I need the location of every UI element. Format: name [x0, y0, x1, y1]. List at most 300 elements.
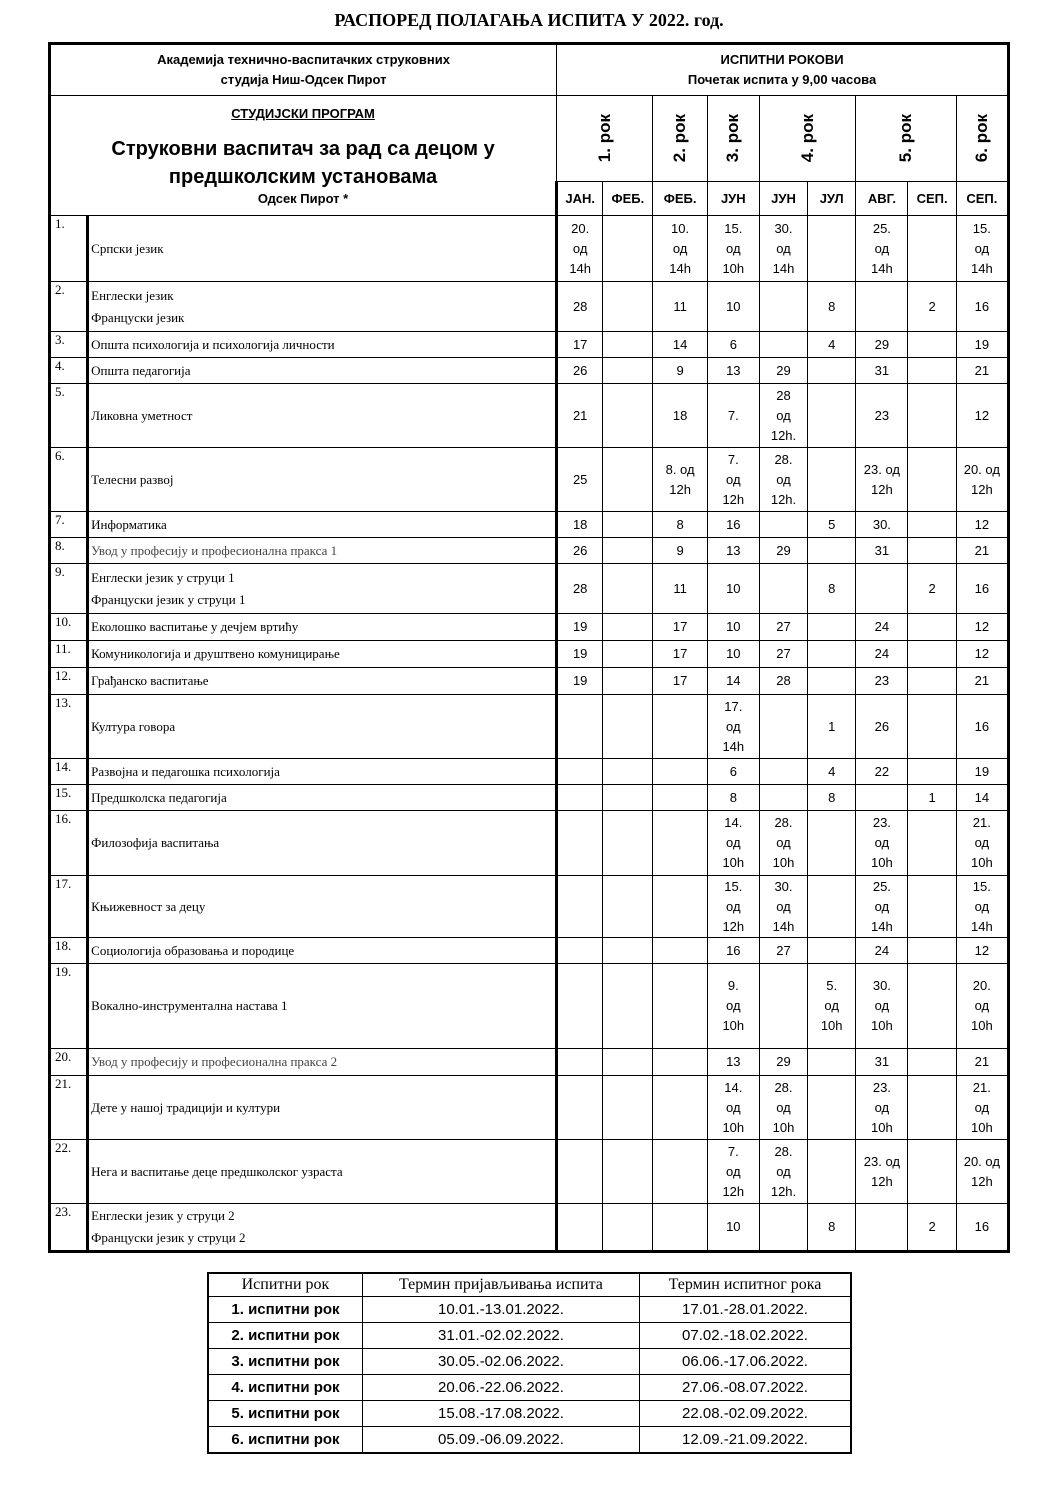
exam-date-cell: 29	[759, 358, 807, 384]
exam-date-cell: 31	[856, 358, 908, 384]
terms-period: 17.01.-28.01.2022.	[640, 1297, 852, 1323]
exam-date-cell	[808, 1076, 856, 1140]
exam-date-cell: 10	[707, 1204, 759, 1252]
subject-name: Општа психологија и психологија личности	[88, 332, 557, 358]
exam-date-cell: 16	[956, 282, 1008, 332]
exam-date-cell	[653, 876, 707, 938]
subject-number: 2.	[50, 282, 88, 332]
exam-date-cell	[908, 448, 956, 512]
subject-row	[50, 332, 1009, 358]
exam-date-cell: 17	[557, 332, 603, 358]
exam-date-cell: 25. од 14h	[856, 876, 908, 938]
exam-date-cell: 24	[856, 938, 908, 964]
exam-date-cell	[557, 785, 603, 811]
exam-date-cell: 8. од 12h	[653, 448, 707, 512]
subject-row	[50, 358, 1009, 384]
exam-date-cell: 9	[653, 358, 707, 384]
exam-date-cell	[653, 1204, 707, 1252]
exam-date-cell	[908, 695, 956, 759]
exam-date-cell	[603, 332, 653, 358]
exam-date-cell: 19	[557, 668, 603, 695]
exam-date-cell: 2	[908, 282, 956, 332]
exam-date-cell: 14	[956, 785, 1008, 811]
exam-date-cell	[808, 876, 856, 938]
program-name-line-2: предшколским установама	[168, 165, 438, 188]
subject-row	[50, 1204, 1009, 1252]
subject-name: Нега и васпитање деце предшколског узраста	[88, 1140, 557, 1204]
exam-date-cell: 11	[653, 282, 707, 332]
exam-date-cell	[808, 358, 856, 384]
exam-date-cell: 9	[653, 538, 707, 564]
exam-date-cell	[603, 811, 653, 876]
exam-date-cell	[808, 938, 856, 964]
exam-date-cell	[603, 384, 653, 448]
exam-date-cell	[557, 876, 603, 938]
subject-name: Комуникологија и друштвено комуницирање	[88, 641, 557, 668]
exam-date-cell: 28	[557, 564, 603, 614]
exam-date-cell	[653, 785, 707, 811]
exam-date-cell	[603, 695, 653, 759]
subject-name: Информатика	[88, 512, 557, 538]
exam-date-cell: 27	[759, 938, 807, 964]
subject-row	[50, 811, 1009, 876]
subject-number: 1.	[50, 216, 88, 282]
exam-date-cell	[557, 1076, 603, 1140]
exam-date-cell: 9. од 10h	[707, 964, 759, 1049]
exam-date-cell: 25. од 14h	[856, 216, 908, 282]
month-header: СЕП.	[956, 182, 1008, 216]
subject-row	[50, 668, 1009, 695]
exam-date-cell: 21	[956, 358, 1008, 384]
exam-date-cell: 16	[956, 564, 1008, 614]
exam-date-cell	[603, 641, 653, 668]
exam-date-cell	[603, 448, 653, 512]
exam-date-cell	[759, 964, 807, 1049]
exam-date-cell	[759, 564, 807, 614]
terms-registration: 31.01.-02.02.2022.	[362, 1323, 639, 1349]
exam-date-cell: 1	[908, 785, 956, 811]
terms-round: 5. испитни рок	[208, 1401, 362, 1427]
round-5-header: 5. рок	[856, 96, 956, 182]
exam-date-cell	[908, 641, 956, 668]
exam-date-cell	[557, 938, 603, 964]
subject-number: 17.	[50, 876, 88, 938]
subject-name: Ликовна уметност	[88, 384, 557, 448]
exam-date-cell: 29	[759, 1049, 807, 1076]
exam-date-cell: 20. од 10h	[956, 964, 1008, 1049]
exam-date-cell: 26	[557, 358, 603, 384]
exam-date-cell: 30.	[856, 512, 908, 538]
exam-date-cell	[603, 876, 653, 938]
exam-date-cell: 20. од 14h	[557, 216, 603, 282]
exam-date-cell	[856, 785, 908, 811]
subject-name: Развојна и педагошка психологија	[88, 759, 557, 785]
exam-date-cell: 26	[557, 538, 603, 564]
subject-number: 8.	[50, 538, 88, 564]
exam-date-cell	[653, 1076, 707, 1140]
terms-period: 22.08.-02.09.2022.	[640, 1401, 852, 1427]
subject-name: Енглески језик у струци 2 Француски језик у струци 2	[88, 1204, 557, 1252]
exam-date-cell	[856, 282, 908, 332]
institution-cell	[50, 44, 557, 96]
terms-registration: 20.06.-22.06.2022.	[362, 1375, 639, 1401]
subject-row	[50, 614, 1009, 641]
exam-date-cell	[908, 876, 956, 938]
month-header: СЕП.	[908, 182, 956, 216]
terms-round: 3. испитни рок	[208, 1349, 362, 1375]
exam-date-cell	[908, 332, 956, 358]
exam-date-cell: 23	[856, 384, 908, 448]
exam-date-cell: 27	[759, 614, 807, 641]
exam-date-cell: 4	[808, 332, 856, 358]
exam-date-cell: 23. од 10h	[856, 811, 908, 876]
exam-date-cell: 20. од 12h	[956, 448, 1008, 512]
exam-date-cell	[908, 216, 956, 282]
exam-date-cell	[653, 1140, 707, 1204]
exam-date-cell: 26	[856, 695, 908, 759]
exam-date-cell	[808, 1140, 856, 1204]
exam-date-cell: 19	[956, 332, 1008, 358]
subject-row	[50, 1049, 1009, 1076]
exam-date-cell: 8	[808, 1204, 856, 1252]
subject-number: 22.	[50, 1140, 88, 1204]
exam-date-cell: 7. од 12h	[707, 1140, 759, 1204]
exam-date-cell: 28 од 12h.	[759, 384, 807, 448]
exam-date-cell: 29	[856, 332, 908, 358]
exam-date-cell: 28	[759, 668, 807, 695]
exam-date-cell: 8	[653, 512, 707, 538]
exam-date-cell: 17	[653, 641, 707, 668]
terms-round: 4. испитни рок	[208, 1375, 362, 1401]
subject-row	[50, 785, 1009, 811]
terms-registration: 05.09.-06.09.2022.	[362, 1427, 639, 1454]
exam-date-cell: 12	[956, 938, 1008, 964]
exam-date-cell: 8	[808, 282, 856, 332]
exam-date-cell: 20. од 12h	[956, 1140, 1008, 1204]
round-2-header: 2. рок	[653, 96, 707, 182]
exam-start-time: Почетак испита у 9,00 часова	[687, 72, 877, 87]
exam-date-cell	[603, 759, 653, 785]
exam-date-cell	[557, 695, 603, 759]
terms-row	[208, 1375, 851, 1401]
terms-round: 1. испитни рок	[208, 1297, 362, 1323]
exam-date-cell: 19	[557, 614, 603, 641]
exam-date-cell	[856, 1204, 908, 1252]
exam-date-cell: 7. од 12h	[707, 448, 759, 512]
exam-date-cell: 21	[956, 538, 1008, 564]
terms-header-period: Термин испитног рока	[640, 1273, 852, 1297]
exam-date-cell	[908, 1049, 956, 1076]
exam-date-cell: 12	[956, 641, 1008, 668]
exam-date-cell: 10	[707, 614, 759, 641]
subject-row	[50, 282, 1009, 332]
subject-name: Предшколска педагогија	[88, 785, 557, 811]
exam-date-cell	[603, 358, 653, 384]
subject-number: 12.	[50, 668, 88, 695]
terms-period: 06.06.-17.06.2022.	[640, 1349, 852, 1375]
exam-date-cell: 30. од 14h	[759, 216, 807, 282]
subject-name: Српски језик	[88, 216, 557, 282]
exam-date-cell: 18	[653, 384, 707, 448]
terms-period: 07.02.-18.02.2022.	[640, 1323, 852, 1349]
exam-date-cell	[653, 811, 707, 876]
exam-date-cell	[908, 964, 956, 1049]
exam-date-cell: 24	[856, 641, 908, 668]
month-header: ФЕБ.	[653, 182, 707, 216]
exam-date-cell: 16	[707, 938, 759, 964]
exam-date-cell: 6	[707, 332, 759, 358]
subject-row	[50, 876, 1009, 938]
exam-date-cell	[759, 695, 807, 759]
exam-date-cell: 5. од 10h	[808, 964, 856, 1049]
exam-date-cell: 10. од 14h	[653, 216, 707, 282]
exam-date-cell: 17	[653, 668, 707, 695]
exam-date-cell	[808, 216, 856, 282]
exam-date-cell: 21. од 10h	[956, 811, 1008, 876]
exam-date-cell: 1	[808, 695, 856, 759]
exam-date-cell	[908, 538, 956, 564]
terms-header-registration: Термин пријављивања испита	[362, 1273, 639, 1297]
exam-date-cell: 28. од 12h.	[759, 1140, 807, 1204]
exam-date-cell	[908, 1140, 956, 1204]
exam-date-cell: 13	[707, 1049, 759, 1076]
exam-date-cell	[908, 358, 956, 384]
program-cell	[50, 96, 557, 216]
subject-number: 21.	[50, 1076, 88, 1140]
exam-date-cell: 16	[956, 1204, 1008, 1252]
exam-date-cell: 8	[808, 785, 856, 811]
subject-row	[50, 216, 1009, 282]
month-header: ЈУН	[707, 182, 759, 216]
subject-name: Социологија образовања и породице	[88, 938, 557, 964]
exam-date-cell: 21	[956, 668, 1008, 695]
exam-date-cell	[557, 1140, 603, 1204]
subject-row	[50, 938, 1009, 964]
exam-date-cell	[603, 668, 653, 695]
exam-date-cell	[908, 759, 956, 785]
exam-date-cell: 14. од 10h	[707, 811, 759, 876]
subject-name: Грађанско васпитање	[88, 668, 557, 695]
exam-date-cell: 25	[557, 448, 603, 512]
subject-number: 14.	[50, 759, 88, 785]
exam-date-cell	[759, 512, 807, 538]
exam-date-cell	[759, 332, 807, 358]
exam-date-cell: 15. од 14h	[956, 876, 1008, 938]
exam-date-cell	[908, 614, 956, 641]
exam-date-cell: 5	[808, 512, 856, 538]
exam-date-cell: 18	[557, 512, 603, 538]
exam-date-cell	[653, 695, 707, 759]
exam-date-cell	[808, 811, 856, 876]
subject-number: 23.	[50, 1204, 88, 1252]
subject-number: 13.	[50, 695, 88, 759]
terms-period: 27.06.-08.07.2022.	[640, 1375, 852, 1401]
exam-date-cell	[557, 759, 603, 785]
exam-date-cell	[557, 1204, 603, 1252]
exam-date-cell	[759, 1204, 807, 1252]
subject-number: 19.	[50, 964, 88, 1049]
exam-date-cell: 31	[856, 538, 908, 564]
exam-date-cell: 31	[856, 1049, 908, 1076]
exam-date-cell	[808, 384, 856, 448]
subject-name: Дете у нашој традицији и култури	[88, 1076, 557, 1140]
terms-registration: 15.08.-17.08.2022.	[362, 1401, 639, 1427]
exam-date-cell	[603, 1140, 653, 1204]
exam-date-cell: 7.	[707, 384, 759, 448]
subject-name: Увод у професију и професионална пракса 2	[88, 1049, 557, 1076]
exam-date-cell	[603, 282, 653, 332]
exam-date-cell: 24	[856, 614, 908, 641]
terms-registration: 30.05.-02.06.2022.	[362, 1349, 639, 1375]
terms-header-round: Испитни рок	[208, 1273, 362, 1297]
exam-date-cell	[603, 564, 653, 614]
exam-date-cell: 14	[653, 332, 707, 358]
exam-date-cell	[908, 811, 956, 876]
exam-date-cell	[856, 564, 908, 614]
exam-date-cell: 13	[707, 358, 759, 384]
terms-row	[208, 1349, 851, 1375]
institution-line-1: Академија технично-васпитачких струковних	[157, 52, 450, 67]
exam-date-cell: 4	[808, 759, 856, 785]
subject-number: 5.	[50, 384, 88, 448]
subject-row	[50, 384, 1009, 448]
exam-date-cell: 28. од 10h	[759, 811, 807, 876]
subject-name: Увод у професију и професионална пракса 1	[88, 538, 557, 564]
exam-date-cell: 28	[557, 282, 603, 332]
subject-number: 7.	[50, 512, 88, 538]
exam-date-cell	[908, 384, 956, 448]
subject-number: 20.	[50, 1049, 88, 1076]
exam-date-cell	[908, 938, 956, 964]
exam-date-cell: 30. од 14h	[759, 876, 807, 938]
exam-date-cell: 11	[653, 564, 707, 614]
exam-date-cell	[808, 448, 856, 512]
subject-number: 11.	[50, 641, 88, 668]
exam-date-cell: 2	[908, 564, 956, 614]
month-header: ЈУЛ	[808, 182, 856, 216]
month-header: ФЕБ.	[603, 182, 653, 216]
terms-period: 12.09.-21.09.2022.	[640, 1427, 852, 1454]
subject-row	[50, 512, 1009, 538]
exam-date-cell: 23	[856, 668, 908, 695]
exam-date-cell: 8	[808, 564, 856, 614]
round-6-header: 6. рок	[956, 96, 1008, 182]
exam-date-cell: 23. од 12h	[856, 1140, 908, 1204]
exam-date-cell: 21	[557, 384, 603, 448]
exam-date-cell	[653, 759, 707, 785]
exam-date-cell: 6	[707, 759, 759, 785]
exam-date-cell: 2	[908, 1204, 956, 1252]
exam-date-cell	[908, 668, 956, 695]
program-dept: Одсек Пирот *	[257, 190, 349, 206]
exam-date-cell	[808, 668, 856, 695]
terms-row	[208, 1323, 851, 1349]
exam-date-cell: 22	[856, 759, 908, 785]
exam-date-cell	[603, 216, 653, 282]
program-label: СТУДИЈСКИ ПРОГРАМ	[231, 105, 375, 121]
subject-row	[50, 964, 1009, 1049]
exam-date-cell	[759, 759, 807, 785]
subject-number: 6.	[50, 448, 88, 512]
exam-date-cell	[908, 512, 956, 538]
subject-name: Општа педагогија	[88, 358, 557, 384]
subject-name: Енглески језик у струци 1 Француски језик у струци 1	[88, 564, 557, 614]
exam-date-cell: 14. од 10h	[707, 1076, 759, 1140]
round-3-header: 3. рок	[707, 96, 759, 182]
subject-number: 9.	[50, 564, 88, 614]
exam-date-cell: 12	[956, 512, 1008, 538]
exam-date-cell: 27	[759, 641, 807, 668]
subject-number: 18.	[50, 938, 88, 964]
exam-date-cell: 30. од 10h	[856, 964, 908, 1049]
exam-date-cell	[908, 1076, 956, 1140]
exam-date-cell	[603, 614, 653, 641]
subject-name: Књижевност за децу	[88, 876, 557, 938]
subject-row	[50, 1140, 1009, 1204]
subject-name: Вокално-инструментална настава 1	[88, 964, 557, 1049]
exam-date-cell: 16	[956, 695, 1008, 759]
institution-line-2: студија Ниш-Одсек Пирот	[220, 72, 387, 87]
exam-date-cell	[557, 811, 603, 876]
exam-date-cell: 15. од 10h	[707, 216, 759, 282]
exam-date-cell: 15. од 12h	[707, 876, 759, 938]
exam-date-cell: 17. од 14h	[707, 695, 759, 759]
exam-date-cell: 16	[707, 512, 759, 538]
exam-date-cell: 10	[707, 282, 759, 332]
month-header: АВГ.	[856, 182, 908, 216]
exam-date-cell: 17	[653, 614, 707, 641]
exam-date-cell: 12	[956, 384, 1008, 448]
exam-date-cell: 13	[707, 538, 759, 564]
exam-date-cell	[808, 1049, 856, 1076]
month-header: ЈАН.	[557, 182, 603, 216]
subject-number: 4.	[50, 358, 88, 384]
subject-number: 10.	[50, 614, 88, 641]
exam-date-cell	[653, 1049, 707, 1076]
exam-date-cell	[603, 938, 653, 964]
exam-date-cell: 23. од 12h	[856, 448, 908, 512]
subject-number: 3.	[50, 332, 88, 358]
subject-name: Еколошко васпитање у дечјем вртићу	[88, 614, 557, 641]
exam-periods-header	[557, 44, 1009, 96]
exam-date-cell	[603, 964, 653, 1049]
exam-date-cell: 29	[759, 538, 807, 564]
exam-date-cell	[653, 964, 707, 1049]
exam-date-cell	[759, 282, 807, 332]
subject-row	[50, 448, 1009, 512]
month-header: ЈУН	[759, 182, 807, 216]
subject-name: Култура говора	[88, 695, 557, 759]
round-4-header: 4. рок	[759, 96, 855, 182]
exam-date-cell: 10	[707, 564, 759, 614]
exam-date-cell: 19	[557, 641, 603, 668]
exam-date-cell: 28. од 12h.	[759, 448, 807, 512]
exam-date-cell: 23. од 10h	[856, 1076, 908, 1140]
exam-schedule-table	[48, 42, 1010, 1253]
subject-name: Филозофија васпитања	[88, 811, 557, 876]
subject-row	[50, 695, 1009, 759]
exam-date-cell: 19	[956, 759, 1008, 785]
subject-number: 15.	[50, 785, 88, 811]
exam-date-cell: 8	[707, 785, 759, 811]
terms-round: 2. испитни рок	[208, 1323, 362, 1349]
exam-date-cell: 15. од 14h	[956, 216, 1008, 282]
terms-row	[208, 1427, 851, 1454]
exam-date-cell	[759, 785, 807, 811]
exam-date-cell	[603, 1076, 653, 1140]
subject-row	[50, 564, 1009, 614]
subject-row	[50, 641, 1009, 668]
